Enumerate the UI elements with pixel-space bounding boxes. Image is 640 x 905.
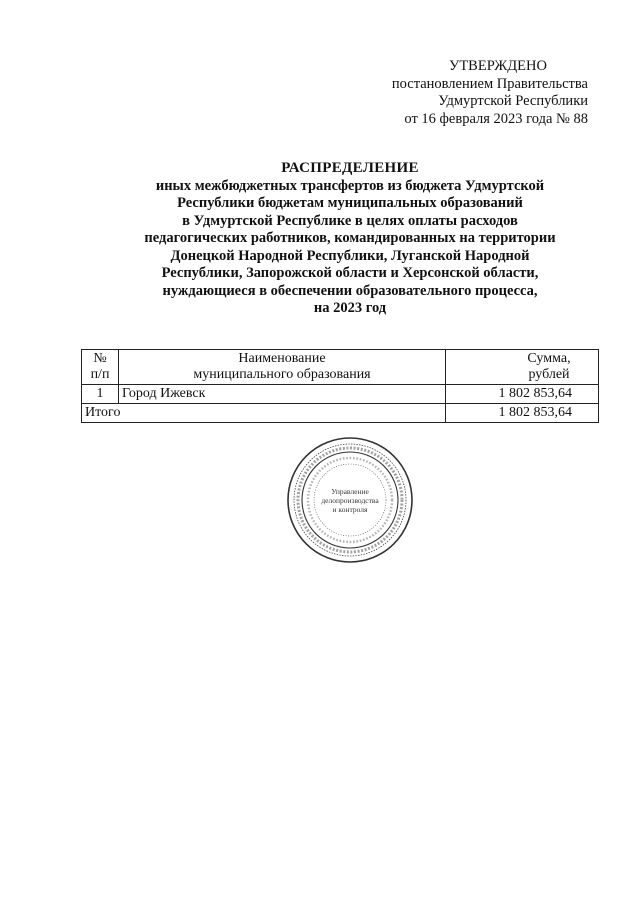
table-row	[82, 385, 599, 404]
allocation-table	[81, 349, 599, 423]
header-name	[119, 350, 446, 385]
header-num-line-1: №	[93, 351, 107, 366]
header-num-line-2: п/п	[90, 367, 110, 382]
total-sum: 1 802 853,64	[446, 404, 599, 423]
seal-inner-line-1: Управление	[331, 487, 369, 496]
title-line: Республики бюджетам муниципальных образований	[177, 195, 523, 211]
row-sum: 1 802 853,64	[446, 385, 599, 404]
header-num	[82, 350, 119, 385]
seal-inner-line-3: и контроля	[332, 505, 368, 514]
approval-line-3: от 16 февраля 2023 года № 88	[404, 110, 588, 127]
header-name-line-2: муниципального образования	[193, 367, 371, 382]
title-line: педагогических работников, командированных на территории	[144, 230, 556, 246]
total-label: Итого	[82, 404, 446, 423]
title-line: Республики, Запорожской области и Херсонской области,	[161, 265, 539, 281]
header-sum-line-1: Сумма,	[527, 351, 571, 366]
row-name: Город Ижевск	[119, 385, 446, 404]
approval-block	[348, 58, 588, 128]
header-sum-line-2: рублей	[528, 367, 570, 382]
table-header-row	[82, 350, 599, 385]
row-num: 1	[82, 385, 119, 404]
title-line: на 2023 год	[313, 300, 387, 316]
seal-inner-line-2: делопроизводства	[321, 496, 379, 505]
approval-line-2: Удмуртской Республики	[438, 93, 588, 109]
table-total-row	[82, 404, 599, 423]
header-name-line-1: Наименование	[238, 351, 326, 366]
document-title	[80, 160, 620, 318]
header-sum	[446, 350, 599, 385]
title-heading: РАСПРЕДЕЛЕНИЕ	[281, 160, 419, 176]
seal-graphic	[286, 436, 414, 564]
title-line: Донецкой Народной Республики, Луганской Народной	[170, 247, 530, 264]
title-line: в Удмуртской Республике в целях оплаты расходов	[182, 212, 518, 229]
official-seal	[286, 436, 414, 564]
title-line: нуждающиеся в обеспечении образовательного процесса,	[162, 282, 538, 299]
title-line: иных межбюджетных трансфертов из бюджета Удмуртской	[155, 177, 545, 194]
approval-line-1: постановлением Правительства	[391, 75, 588, 92]
approval-word: УТВЕРЖДЕНО	[449, 58, 547, 74]
